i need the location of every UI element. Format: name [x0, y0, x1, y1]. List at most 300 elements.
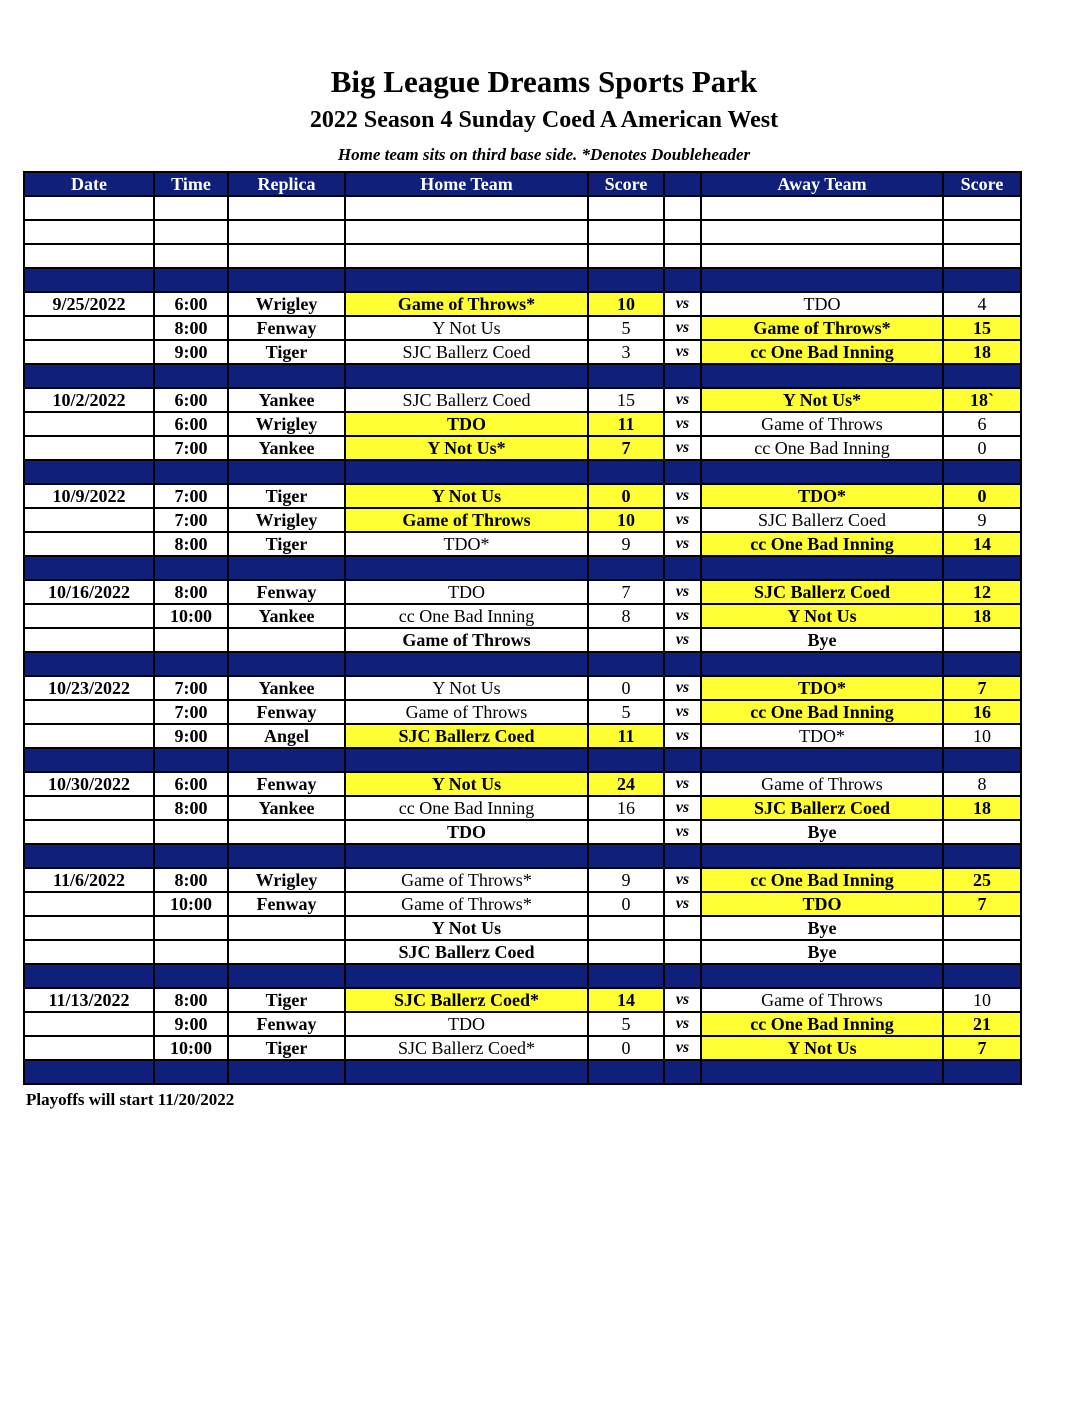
cell-vs: vs	[664, 868, 701, 892]
separator-cell	[943, 844, 1021, 868]
separator-cell	[701, 652, 943, 676]
table-row	[24, 340, 1021, 364]
cell-replica: Wrigley	[228, 412, 345, 436]
separator-cell	[588, 268, 664, 292]
cell-replica: Yankee	[228, 388, 345, 412]
cell-home-score: 7	[588, 580, 664, 604]
cell-replica: Tiger	[228, 484, 345, 508]
cell-time: 9:00	[154, 1012, 228, 1036]
cell-away-score: 18	[943, 604, 1021, 628]
cell-away-score: 7	[943, 1036, 1021, 1060]
cell-date	[24, 316, 154, 340]
separator-cell	[345, 268, 588, 292]
cell-away-team: Bye	[701, 916, 943, 940]
table-row	[24, 316, 1021, 340]
empty-cell	[345, 244, 588, 268]
cell-time: 10:00	[154, 892, 228, 916]
separator-cell	[228, 268, 345, 292]
cell-time	[154, 940, 228, 964]
cell-away-team: cc One Bad Inning	[701, 700, 943, 724]
cell-date: 10/23/2022	[24, 676, 154, 700]
cell-vs: vs	[664, 628, 701, 652]
cell-date	[24, 628, 154, 652]
separator-row	[24, 364, 1021, 388]
separator-cell	[943, 748, 1021, 772]
cell-home-score: 10	[588, 292, 664, 316]
separator-cell	[154, 460, 228, 484]
cell-home-team: Game of Throws*	[345, 292, 588, 316]
cell-home-team: SJC Ballerz Coed	[345, 340, 588, 364]
separator-cell	[228, 556, 345, 580]
cell-date	[24, 940, 154, 964]
cell-home-score	[588, 628, 664, 652]
separator-cell	[588, 460, 664, 484]
cell-date: 11/13/2022	[24, 988, 154, 1012]
cell-date	[24, 916, 154, 940]
separator-cell	[24, 556, 154, 580]
cell-away-score: 4	[943, 292, 1021, 316]
cell-away-team: Game of Throws	[701, 772, 943, 796]
cell-away-score	[943, 916, 1021, 940]
cell-home-score	[588, 916, 664, 940]
cell-home-team: Y Not Us*	[345, 436, 588, 460]
separator-cell	[701, 268, 943, 292]
separator-cell	[24, 844, 154, 868]
separator-cell	[24, 364, 154, 388]
cell-vs	[664, 916, 701, 940]
cell-vs: vs	[664, 580, 701, 604]
cell-replica: Tiger	[228, 1036, 345, 1060]
separator-row	[24, 748, 1021, 772]
separator-cell	[588, 364, 664, 388]
cell-home-score: 11	[588, 412, 664, 436]
empty-cell	[588, 220, 664, 244]
cell-date: 10/2/2022	[24, 388, 154, 412]
separator-cell	[345, 652, 588, 676]
separator-cell	[24, 268, 154, 292]
cell-away-score: 15	[943, 316, 1021, 340]
separator-cell	[943, 1060, 1021, 1084]
cell-date	[24, 604, 154, 628]
cell-away-score	[943, 628, 1021, 652]
cell-time: 6:00	[154, 388, 228, 412]
separator-cell	[228, 748, 345, 772]
separator-cell	[345, 556, 588, 580]
separator-cell	[943, 268, 1021, 292]
separator-cell	[345, 460, 588, 484]
cell-time: 8:00	[154, 316, 228, 340]
empty-cell	[345, 196, 588, 220]
cell-away-team: SJC Ballerz Coed	[701, 796, 943, 820]
separator-cell	[664, 1060, 701, 1084]
cell-home-team: SJC Ballerz Coed	[345, 940, 588, 964]
cell-time: 9:00	[154, 724, 228, 748]
empty-cell	[228, 220, 345, 244]
cell-home-team: TDO	[345, 412, 588, 436]
empty-row	[24, 220, 1021, 244]
cell-away-score: 16	[943, 700, 1021, 724]
cell-date: 10/9/2022	[24, 484, 154, 508]
cell-time: 6:00	[154, 412, 228, 436]
cell-away-team: Game of Throws	[701, 988, 943, 1012]
separator-cell	[24, 1060, 154, 1084]
cell-away-team: SJC Ballerz Coed	[701, 580, 943, 604]
cell-vs: vs	[664, 412, 701, 436]
separator-row	[24, 964, 1021, 988]
cell-home-score: 11	[588, 724, 664, 748]
cell-date	[24, 412, 154, 436]
cell-home-team: Game of Throws	[345, 700, 588, 724]
cell-vs: vs	[664, 340, 701, 364]
cell-home-score: 0	[588, 676, 664, 700]
cell-away-team: TDO*	[701, 484, 943, 508]
cell-home-score: 5	[588, 1012, 664, 1036]
cell-vs	[664, 940, 701, 964]
col-header-home-team: Home Team	[345, 172, 588, 196]
col-header-date: Date	[24, 172, 154, 196]
separator-row	[24, 652, 1021, 676]
cell-vs: vs	[664, 772, 701, 796]
cell-time	[154, 628, 228, 652]
cell-vs: vs	[664, 292, 701, 316]
separator-cell	[228, 964, 345, 988]
cell-home-score: 14	[588, 988, 664, 1012]
table-row	[24, 988, 1021, 1012]
cell-home-score: 0	[588, 1036, 664, 1060]
cell-home-score: 24	[588, 772, 664, 796]
cell-date	[24, 1012, 154, 1036]
table-row	[24, 484, 1021, 508]
cell-replica: Fenway	[228, 580, 345, 604]
cell-away-team: Y Not Us	[701, 604, 943, 628]
empty-cell	[228, 244, 345, 268]
cell-time: 8:00	[154, 868, 228, 892]
table-row	[24, 772, 1021, 796]
cell-vs: vs	[664, 796, 701, 820]
cell-time: 6:00	[154, 292, 228, 316]
separator-row	[24, 1060, 1021, 1084]
cell-home-score: 7	[588, 436, 664, 460]
separator-cell	[701, 1060, 943, 1084]
cell-replica: Wrigley	[228, 868, 345, 892]
separator-row	[24, 556, 1021, 580]
cell-home-score: 16	[588, 796, 664, 820]
cell-replica: Fenway	[228, 892, 345, 916]
cell-home-team: Game of Throws	[345, 508, 588, 532]
cell-vs: vs	[664, 676, 701, 700]
cell-home-team: TDO	[345, 1012, 588, 1036]
separator-row	[24, 460, 1021, 484]
cell-vs: vs	[664, 1012, 701, 1036]
cell-away-score: 6	[943, 412, 1021, 436]
table-row	[24, 940, 1021, 964]
cell-date	[24, 724, 154, 748]
cell-vs: vs	[664, 316, 701, 340]
table-row	[24, 292, 1021, 316]
separator-cell	[664, 652, 701, 676]
empty-cell	[154, 196, 228, 220]
cell-vs: vs	[664, 700, 701, 724]
empty-cell	[24, 196, 154, 220]
empty-cell	[154, 244, 228, 268]
cell-replica: Tiger	[228, 988, 345, 1012]
cell-away-score: 10	[943, 988, 1021, 1012]
cell-time: 8:00	[154, 532, 228, 556]
cell-away-score: 14	[943, 532, 1021, 556]
empty-cell	[24, 220, 154, 244]
cell-away-score: 7	[943, 676, 1021, 700]
cell-time: 7:00	[154, 700, 228, 724]
cell-time: 7:00	[154, 676, 228, 700]
cell-date	[24, 820, 154, 844]
cell-replica: Wrigley	[228, 292, 345, 316]
table-row	[24, 892, 1021, 916]
cell-replica: Fenway	[228, 1012, 345, 1036]
cell-vs: vs	[664, 532, 701, 556]
table-row	[24, 1012, 1021, 1036]
separator-cell	[154, 268, 228, 292]
cell-home-score: 0	[588, 892, 664, 916]
empty-cell	[228, 196, 345, 220]
cell-away-team: Y Not Us*	[701, 388, 943, 412]
empty-row	[24, 244, 1021, 268]
cell-date: 10/16/2022	[24, 580, 154, 604]
separator-cell	[588, 652, 664, 676]
cell-replica: Tiger	[228, 340, 345, 364]
cell-replica: Fenway	[228, 316, 345, 340]
cell-away-team: Game of Throws	[701, 412, 943, 436]
cell-date	[24, 796, 154, 820]
separator-cell	[943, 460, 1021, 484]
empty-cell	[664, 196, 701, 220]
separator-cell	[345, 1060, 588, 1084]
table-row	[24, 580, 1021, 604]
cell-away-team: TDO*	[701, 676, 943, 700]
col-header-away-score: Score	[943, 172, 1021, 196]
cell-home-score: 8	[588, 604, 664, 628]
table-row	[24, 1036, 1021, 1060]
separator-cell	[154, 364, 228, 388]
cell-time	[154, 916, 228, 940]
cell-time: 7:00	[154, 436, 228, 460]
separator-cell	[701, 844, 943, 868]
col-header-away-team: Away Team	[701, 172, 943, 196]
cell-home-team: cc One Bad Inning	[345, 796, 588, 820]
cell-time: 8:00	[154, 580, 228, 604]
empty-cell	[664, 244, 701, 268]
separator-cell	[24, 460, 154, 484]
cell-away-team: SJC Ballerz Coed	[701, 508, 943, 532]
cell-away-score: 10	[943, 724, 1021, 748]
separator-cell	[664, 964, 701, 988]
cell-vs: vs	[664, 604, 701, 628]
cell-time: 8:00	[154, 988, 228, 1012]
cell-home-score: 5	[588, 700, 664, 724]
schedule-body	[24, 196, 1021, 1084]
footer-note: Playoffs will start 11/20/2022	[26, 1090, 235, 1109]
page-subtitle: 2022 Season 4 Sunday Coed A American West	[309, 107, 779, 133]
cell-replica	[228, 628, 345, 652]
cell-replica: Yankee	[228, 796, 345, 820]
cell-away-team: TDO	[701, 292, 943, 316]
separator-cell	[24, 748, 154, 772]
table-row	[24, 532, 1021, 556]
cell-replica: Tiger	[228, 532, 345, 556]
cell-home-team: Y Not Us	[345, 316, 588, 340]
empty-cell	[943, 244, 1021, 268]
cell-date	[24, 508, 154, 532]
cell-away-team: TDO*	[701, 724, 943, 748]
col-header-vs	[664, 172, 701, 196]
separator-cell	[588, 1060, 664, 1084]
empty-cell	[943, 196, 1021, 220]
cell-away-team: cc One Bad Inning	[701, 868, 943, 892]
table-row	[24, 628, 1021, 652]
cell-time: 7:00	[154, 484, 228, 508]
cell-home-team: Y Not Us	[345, 916, 588, 940]
empty-cell	[701, 220, 943, 244]
cell-home-team: TDO	[345, 580, 588, 604]
table-row	[24, 700, 1021, 724]
cell-date: 11/6/2022	[24, 868, 154, 892]
separator-cell	[588, 964, 664, 988]
cell-away-score: 25	[943, 868, 1021, 892]
cell-date	[24, 532, 154, 556]
empty-cell	[701, 244, 943, 268]
empty-cell	[943, 220, 1021, 244]
separator-cell	[664, 556, 701, 580]
col-header-home-score: Score	[588, 172, 664, 196]
table-row	[24, 508, 1021, 532]
cell-time: 10:00	[154, 604, 228, 628]
separator-cell	[345, 844, 588, 868]
separator-cell	[228, 1060, 345, 1084]
cell-away-score: 18	[943, 340, 1021, 364]
cell-vs: vs	[664, 436, 701, 460]
separator-row	[24, 844, 1021, 868]
separator-cell	[588, 556, 664, 580]
separator-cell	[228, 844, 345, 868]
cell-replica	[228, 916, 345, 940]
cell-away-team: cc One Bad Inning	[701, 436, 943, 460]
cell-home-team: Y Not Us	[345, 484, 588, 508]
separator-cell	[228, 460, 345, 484]
separator-row	[24, 268, 1021, 292]
separator-cell	[154, 1060, 228, 1084]
cell-home-team: SJC Ballerz Coed	[345, 388, 588, 412]
separator-cell	[701, 460, 943, 484]
empty-cell	[154, 220, 228, 244]
separator-cell	[24, 964, 154, 988]
separator-cell	[943, 652, 1021, 676]
separator-cell	[345, 364, 588, 388]
cell-date	[24, 1036, 154, 1060]
cell-replica: Fenway	[228, 700, 345, 724]
cell-away-score: 9	[943, 508, 1021, 532]
cell-home-score: 0	[588, 484, 664, 508]
separator-cell	[154, 964, 228, 988]
cell-time: 9:00	[154, 340, 228, 364]
cell-replica	[228, 940, 345, 964]
cell-away-score: 7	[943, 892, 1021, 916]
cell-home-score: 15	[588, 388, 664, 412]
cell-away-team: TDO	[701, 892, 943, 916]
separator-cell	[664, 268, 701, 292]
cell-home-team: SJC Ballerz Coed*	[345, 1036, 588, 1060]
cell-date: 10/30/2022	[24, 772, 154, 796]
empty-cell	[588, 196, 664, 220]
table-header-row	[24, 172, 1021, 196]
cell-home-team: Y Not Us	[345, 676, 588, 700]
separator-cell	[24, 652, 154, 676]
cell-home-team: Y Not Us	[345, 772, 588, 796]
separator-cell	[345, 964, 588, 988]
cell-away-score: 18`	[943, 388, 1021, 412]
separator-cell	[701, 964, 943, 988]
cell-away-score: 8	[943, 772, 1021, 796]
cell-date	[24, 892, 154, 916]
cell-home-team: SJC Ballerz Coed*	[345, 988, 588, 1012]
cell-away-score: 18	[943, 796, 1021, 820]
cell-replica: Yankee	[228, 436, 345, 460]
cell-time: 8:00	[154, 796, 228, 820]
cell-replica	[228, 820, 345, 844]
separator-cell	[664, 364, 701, 388]
cell-vs: vs	[664, 508, 701, 532]
separator-cell	[701, 364, 943, 388]
cell-replica: Yankee	[228, 676, 345, 700]
cell-away-score: 12	[943, 580, 1021, 604]
cell-date	[24, 436, 154, 460]
separator-cell	[588, 844, 664, 868]
cell-away-team: Bye	[701, 820, 943, 844]
table-row	[24, 388, 1021, 412]
table-row	[24, 868, 1021, 892]
table-row	[24, 796, 1021, 820]
empty-cell	[24, 244, 154, 268]
cell-away-team: Bye	[701, 628, 943, 652]
cell-time	[154, 820, 228, 844]
empty-cell	[701, 196, 943, 220]
empty-cell	[664, 220, 701, 244]
cell-vs: vs	[664, 988, 701, 1012]
separator-cell	[154, 844, 228, 868]
cell-vs: vs	[664, 484, 701, 508]
cell-home-score: 5	[588, 316, 664, 340]
cell-away-score	[943, 940, 1021, 964]
separator-cell	[943, 364, 1021, 388]
cell-away-team: Y Not Us	[701, 1036, 943, 1060]
table-row	[24, 724, 1021, 748]
cell-home-team: Game of Throws*	[345, 892, 588, 916]
cell-home-team: SJC Ballerz Coed	[345, 724, 588, 748]
cell-home-score: 3	[588, 340, 664, 364]
cell-home-score: 9	[588, 868, 664, 892]
separator-cell	[664, 460, 701, 484]
cell-home-score	[588, 820, 664, 844]
empty-cell	[345, 220, 588, 244]
cell-home-team: cc One Bad Inning	[345, 604, 588, 628]
separator-cell	[701, 748, 943, 772]
separator-cell	[943, 556, 1021, 580]
cell-away-score: 0	[943, 484, 1021, 508]
table-row	[24, 604, 1021, 628]
cell-home-score	[588, 940, 664, 964]
col-header-time: Time	[154, 172, 228, 196]
cell-time: 7:00	[154, 508, 228, 532]
empty-cell	[588, 244, 664, 268]
cell-vs: vs	[664, 388, 701, 412]
